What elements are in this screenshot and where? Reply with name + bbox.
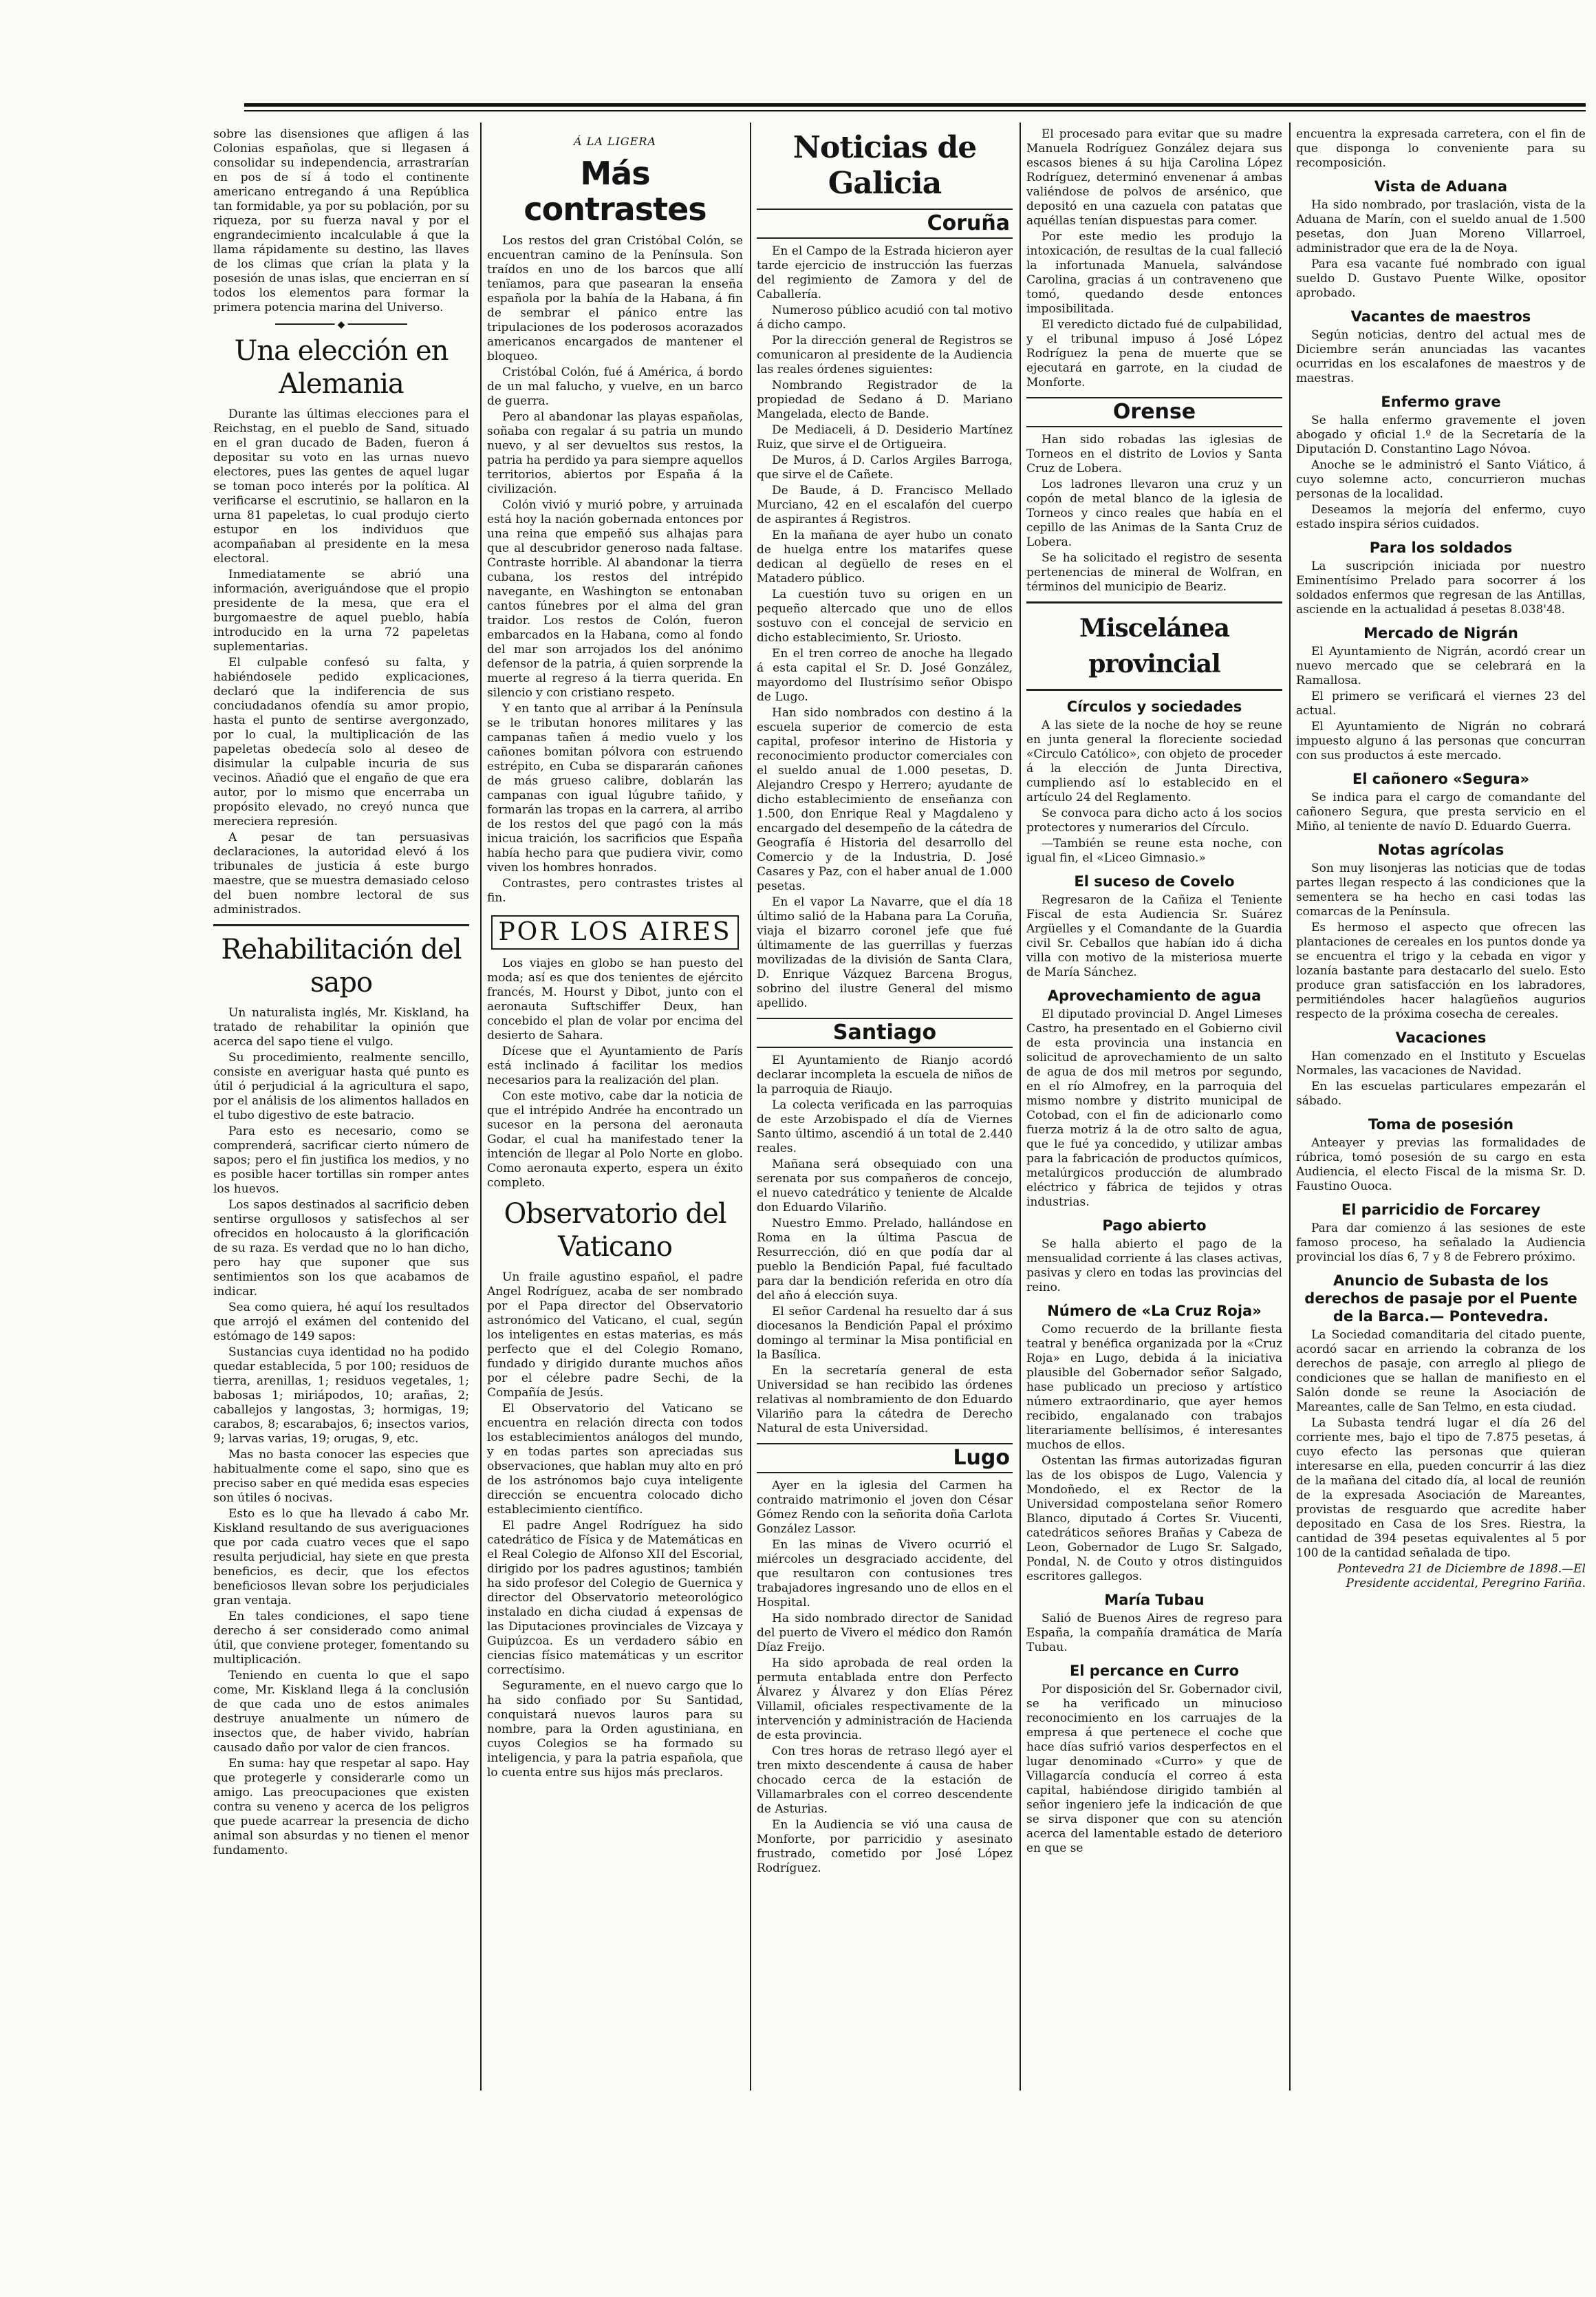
subheading: Círculos y sociedades bbox=[1066, 698, 1242, 715]
headline-por-los-aires: POR LOS AIRES bbox=[491, 915, 739, 950]
article-text: La Subasta tendrá lugar el día 26 del corriente mes, bajo el tipo de 7.875 pesetas, á cuyo efecto las personas que quieran interesarse en ella, pueden concurrir á las diez de la mañana del citado día, al local de reunión de la expresada Asociación de Mareantes, provistas de resguardo que acredite haber depositado en Casa de los Sres. Riestra, la cantidad de 394 pesetas equivalentes al 5 por 100 de la cantidad señalada de tipo. bbox=[1296, 1416, 1586, 1560]
article-text: Para esto es necesario, como se comprenderá, sacrificar cierto número de sapos; pero el fin justifica los medios, y no es posible hacer tortillas sin romper antes los huevos. bbox=[213, 1124, 469, 1196]
article-text: En el tren correo de anoche ha llegado á esta capital el Sr. D. José González, mayordomo del Ilustrísimo señor Obispo de Lugo. bbox=[757, 647, 1013, 704]
article-text: Cristóbal Colón, fué á América, á bordo de un mal falucho, y vuelve, en un barco de guerra. bbox=[487, 365, 743, 408]
article-text: La cuestión tuvo su origen en un pequeño altercado que uno de ellos sostuvo con el concejal de servicio en dicho establecimiento, Sr. Uriosto. bbox=[757, 588, 1013, 645]
subheading: El suceso de Covelo bbox=[1074, 873, 1235, 890]
headline-mas-contrastes: Más contrastes bbox=[524, 155, 707, 228]
article-text: En la secretaría general de esta Universidad se han recibido las órdenes relativas al nombramiento de don Eduardo Vilariño para la cátedra de Derecho Natural de esta Universidad. bbox=[757, 1364, 1013, 1435]
subheading: El cañonero «Segura» bbox=[1352, 771, 1530, 787]
article-text: Sea como quiera, hé aquí los resultados que arrojó el exámen del contenido del estómago de 149 sapos: bbox=[213, 1301, 469, 1343]
article-text: Esto es lo que ha llevado á cabo Mr. Kiskland resultando de sus averiguaciones que por cada cuatro veces que el sapo resulta perjudicial, hay siete en que presta beneficios, es decir, que los efectos beneficiosos llevan sobre los perjudiciales gran ventaja. bbox=[213, 1507, 469, 1607]
article-text: Anteayer y previas las formalidades de rúbrica, tomó posesión de su cargo en esta Audiencia, el electo Fiscal de la misma Sr. D. Faustino Ouoca. bbox=[1296, 1136, 1586, 1193]
article-text: Pero al abandonar las playas españolas, soñaba con regalar á su patria un mundo nuevo, y al ser devueltos sus restos, la patria ha perdido ya para siempre aquellos territorios, abiertos por España á la civilización. bbox=[487, 410, 743, 496]
subheading: Pago abierto bbox=[1102, 1217, 1207, 1234]
article-text: Han comenzado en el Instituto y Escuelas Normales, las vacaciones de Navidad. bbox=[1296, 1049, 1586, 1078]
article-text: En las escuelas particulares empezarán el sábado. bbox=[1296, 1080, 1586, 1108]
article-text: Como recuerdo de la brillante fiesta teatral y benéfica organizada por la «Cruz Roja» en Lugo, debida á la iniciativa plausible del Gobernador señor Salgado, hase publicado un precioso y artístico número extraordinario, que ayer hemos recibido, engalanado con trabajos literariamente bellísimos, é interesantes muchos de ellos. bbox=[1026, 1323, 1282, 1452]
article-text: Ha sido nombrado director de Sanidad del puerto de Vivero el médico don Ramón Díaz Freijo. bbox=[757, 1612, 1013, 1654]
article-text: Ostentan las firmas autorizadas figuran las de los obispos de Lugo, Valencia y Mondoñedo, el ex Rector de la Universidad compostelana señor Romero Blanco, diputado á Cortes Sr. Viucenti, catedráticos señores Brañas y Cabeza de Leon, Gobernador de Lugo Sr. Salgado, Pondal, N. de Couto y otros distinguidos escritores gallegos. bbox=[1026, 1454, 1282, 1583]
headline-observatorio-vaticano: Observatorio del Vaticano bbox=[504, 1198, 726, 1263]
article-text: Sustancias cuya identidad no ha podido quedar establecida, 5 por 100; residuos de tierra, arenillas, 1; residuos vegetales, 1; babosas 1; miriápodos, 10; arañas, 2; caballejos y langostas, 3; hormigas, 19; carabos, 8; escarabajos, 6; insectos varios, 9; larvas varias, 19; orugas, 9, etc. bbox=[213, 1345, 469, 1446]
article-text: Se ha solicitado el registro de sesenta pertenencias de mineral de Wolfran, en términos del municipio de Beariz. bbox=[1026, 551, 1282, 594]
article-text: Anoche se le administró el Santo Viático, á cuyo solemne acto, concurrieron muchas personas de la localidad. bbox=[1296, 458, 1586, 501]
article-text: Teniendo en cuenta lo que el sapo come, Mr. Kiskland llega á la conclusión de que cada uno de estos animales destruye anualmente un número de insectos que, de haber vivido, habrían causado daño por valor de cien francos. bbox=[213, 1669, 469, 1755]
article-text: Con este motivo, cabe dar la noticia de que el intrépido Andrée ha encontrado un sucesor en la persona del aeronauta Godar, el cual ha manifestado tener la intención de llegar al Polo Norte en globo. Como aeronauta experto, espera un éxito completo. bbox=[487, 1089, 743, 1190]
article-text: Los sapos destinados al sacrificio deben sentirse orgullosos y satisfechos al ser ofrecidos en holocausto á la glorificación de su raza. Es verdad que no lo han dicho, pero hay que suponer que sus sentimientos son los que acabamos de indicar. bbox=[213, 1198, 469, 1299]
article-text: Es hermoso el aspecto que ofrecen las plantaciones de cereales en los puntos donde ya se encuentra el trigo y la cebada en vigor y lozanía bastante para destacarlo del suelo. Esto produce gran satisfacción en los labradores, permitiéndoles hacer halagüeños augurios respecto de la próxima cosecha de cereales. bbox=[1296, 921, 1586, 1021]
column-3 bbox=[757, 127, 1013, 2095]
newspaper-page bbox=[213, 127, 1586, 2095]
article-text: Numeroso público acudió con tal motivo á dicho campo. bbox=[757, 303, 1013, 332]
subheading: Notas agrícolas bbox=[1377, 842, 1505, 858]
divider bbox=[1026, 689, 1282, 691]
article-text: En el Campo de la Estrada hicieron ayer tarde ejercicio de instrucción las fuerzas del regimiento de Zamora y del de Caballería. bbox=[757, 244, 1013, 301]
article-text: Con tres horas de retraso llegó ayer el tren mixto descendente á causa de haber chocado cerca de la estación de Villamarbrales con el correo descendente de Asturias. bbox=[757, 1744, 1013, 1816]
article-text: —También se reune esta noche, con igual fin, el «Liceo Gimnasio.» bbox=[1026, 837, 1282, 865]
article-text: encuentra la expresada carretera, con el fin de que disponga lo conveniente para su recomposición. bbox=[1296, 127, 1586, 170]
section-kicker: Á LA LIGERA bbox=[574, 135, 656, 148]
subheading: El parricidio de Forcarey bbox=[1341, 1201, 1541, 1218]
article-text: Se halla abierto el pago de la mensualidad corriente á las clases activas, pasivas y clero en todas las provincias del reino. bbox=[1026, 1237, 1282, 1294]
article-text: El veredicto dictado fué de culpabilidad, y el tribunal impuso á José López Rodríguez la pena de muerte que se ejecutará en garrote, en la ciudad de Monforte. bbox=[1026, 318, 1282, 389]
subheading: Enfermo grave bbox=[1381, 394, 1501, 410]
separator-ornament bbox=[213, 321, 469, 328]
article-text: El diputado provincial D. Angel Limeses Castro, ha presentado en el Gobierno civil de esta provincia una instancia en solicitud de aprovechamiento de un salto de agua de dos mil metros por segundo, en el río Almofrey, en la parroquia del mismo nombre y distrito municipal de Cotobad, con el fin de adicionarlo como fuerza motriz á la de otro salto de agua, que le fué ya concedido, y utilizar ambas para la fabricación de productos químicos, metalúrgicos producción de alumbrado eléctrico y fábrica de tejidos y otras industrias. bbox=[1026, 1007, 1282, 1209]
article-text: El Ayuntamiento de Nigrán no cobrará impuesto alguno á las personas que concurran con sus productos á este mercado. bbox=[1296, 720, 1586, 762]
article-text: En suma: hay que respetar al sapo. Hay que protegerle y considerarle como un amigo. Las preocupaciones que existen contra su veneno y acerca de los peligros que puede acarrear la presencia de dicho animal son absurdas y no tienen el menor fundamento. bbox=[213, 1757, 469, 1857]
article-text: Ayer en la iglesia del Carmen ha contraido matrimonio el joven don César Gómez Rendo con la señorita doña Carlota González Lassor. bbox=[757, 1479, 1013, 1536]
article-text: El padre Angel Rodríguez ha sido catedrático de Física y de Matemáticas en el Real Colegio de Alfonso XII del Escorial, dirigido por los padres agustinos; también ha sido profesor del Colegio de Guernica y director del Observatorio meteorológico instalado en dicha ciudad á expensas de las Diputaciones provinciales de Vizcaya y Guipúzcoa. Es un verdadero sábio en ciencias físico matemáticas y un escritor correctísimo. bbox=[487, 1519, 743, 1677]
city-heading-coruna: Coruña bbox=[757, 209, 1013, 239]
article-text: De Baude, á D. Francisco Mellado Murciano, 42 en el escalafón del cuerpo de aspirantes á Registros. bbox=[757, 484, 1013, 526]
article-text: Han sido robadas las iglesias de Torneos en el distrito de Lovios y Santa Cruz de Lobera. bbox=[1026, 433, 1282, 476]
article-text: La colecta verificada en las parroquias de este Arzobispado el día de Viernes Santo último, ascendió á un total de 2.440 reales. bbox=[757, 1098, 1013, 1155]
article-text: Los restos del gran Cristóbal Colón, se encuentran camino de la Península. Son traídos en uno de los barcos que allí tenïamos, para que pasearan la enseña española por la bahía de la Habana, á fin de sembrar el pánico entre las tripulaciones de los poderosos acorazados americanos encargados de mantener el bloqueo. bbox=[487, 234, 743, 363]
column-2 bbox=[487, 127, 743, 2095]
article-text: El primero se verificará el viernes 23 del actual. bbox=[1296, 690, 1586, 718]
city-heading-santiago: Santiago bbox=[757, 1018, 1013, 1048]
subheading: Número de «La Cruz Roja» bbox=[1047, 1303, 1262, 1319]
article-text: Inmediatamente se abrió una información, averiguándose que el propio presidente de la mesa, que era el burgomaestre de aquel pueblo, había introducido en la urna 72 papeletas suplementarias. bbox=[213, 568, 469, 654]
article-text: En el vapor La Navarre, que el día 18 último salió de la Habana para La Coruña, viaja el bizarro coronel jefe que fué últimamente de las guerrillas y fuerzas movilizadas de la división de Santa Clara, D. Enrique Vázquez Barcena Brogus, sobrino del ilustre General del mismo apellido. bbox=[757, 895, 1013, 1010]
article-text: El Observatorio del Vaticano se encuentra en relación directa con todos los establecimientos análogos del mundo, y en todas partes son apreciadas sus observaciones, que hablan muy alto en pró de los astrónomos bajo cuya inteligente dirección se encuentra colocado dicho establecimiento científico. bbox=[487, 1402, 743, 1517]
article-text: El señor Cardenal ha resuelto dar á sus diocesanos la Bendición Papal el próximo domingo al terminar la Misa pontificial en la Basílica. bbox=[757, 1305, 1013, 1362]
article-text: Se convoca para dicho acto á los socios protectores y numerarios del Círculo. bbox=[1026, 806, 1282, 835]
article-text: Ha sido nombrado, por traslación, vista de la Aduana de Marín, con el sueldo anual de 1.500 pesetas, don Juan Moreno Villarroel, administrador que era de la de Noya. bbox=[1296, 198, 1586, 255]
headline-rehabilitacion-sapo: Rehabilitación del sapo bbox=[221, 934, 462, 998]
masthead-rule-thin bbox=[244, 110, 1586, 111]
article-text: Seguramente, en el nuevo cargo que lo ha sido confiado por Su Santidad, conquistará nuevos lauros para su nombre, para la Orden agustiniana, en cuyos Colegios se ha formado su inteligencia, y para la patria española, que lo cuenta entre sus hijos más preclaros. bbox=[487, 1679, 743, 1780]
article-text: En tales condiciones, el sapo tiene derecho á ser considerado como animal útil, que conviene proteger, fomentando su multiplicación. bbox=[213, 1610, 469, 1667]
headline-eleccion-alemania: Una elección en Alemania bbox=[234, 335, 449, 400]
article-text: Se indica para el cargo de comandante del cañonero Segura, que presta servicio en el Miño, al teniente de navío D. Eduardo Guerra. bbox=[1296, 791, 1586, 833]
article-text: Durante las últimas elecciones para el Reichstag, en el pueblo de Sand, situado en el gran ducado de Baden, fueron á depositar su voto en las urnas nuevo electores, pues las gentes de aquel lugar se toman poco interés por la política. Al verificarse el escrutinio, se hallaron en la urna 81 papeletas, lo cual produjo cierto estupor en los individuos que acompañaban al presidente en la mesa electoral. bbox=[213, 407, 469, 566]
article-text: Un fraile agustino español, el padre Angel Rodríguez, acaba de ser nombrado por el Papa director del Observatorio astronómico del Vaticano, el cual, según los inteligentes en estas materias, es más perfecto que el del Colegio Romano, fundado y dirigido durante muchos años por el célebre padre Sechi, de la Compañía de Jesús. bbox=[487, 1270, 743, 1400]
subheading: Vista de Aduana bbox=[1374, 178, 1508, 195]
subheading: Vacantes de maestros bbox=[1350, 308, 1531, 325]
article-text: Deseamos la mejoría del enfermo, cuyo estado inspira sérios cuidados. bbox=[1296, 503, 1586, 531]
article-text: Nuestro Emmo. Prelado, hallándose en Roma en la última Pascua de Resurrección, dió en que podía dar al pueblo la Bendición Papal, fué facultado para dar la bendición referida en otro día del año á elección suya. bbox=[757, 1217, 1013, 1303]
article-text: En la Audiencia se vió una causa de Monforte, por parricidio y asesinato frustrado, cometido por José López Rodríguez. bbox=[757, 1818, 1013, 1875]
article-text: La suscripción iniciada por nuestro Eminentísimo Prelado para socorrer á los soldados enfermos que regresan de las Antillas, asciende en la actualidad á pesetas 8.038'48. bbox=[1296, 559, 1586, 617]
article-text: Y en tanto que al arribar á la Península se le tributan honores militares y las campanas tañen á medio vuelo y los cañones bomitan pólvora con estruendo estrépito, en Cuba se dispararán cañones de más grueso calibre, doblarán las campanas con igual lúgubre tañido, y formarán las tropas en la carrera, al arribo de los restos del que pagó con la más inicua traición, los sacrificios que España había hecho para que pudiera vivir, como viven los hombres honrados. bbox=[487, 702, 743, 875]
article-text: El Ayuntamiento de Rianjo acordó declarar incompleta la escuela de niños de la parroquia de Riaujo. bbox=[757, 1054, 1013, 1096]
article-text: Regresaron de la Cañiza el Teniente Fiscal de esta Audiencia Sr. Suárez Argüelles y el Comandante de la Guardia civil Sr. Ceballos que habían ido á dicha villa con motivo de la misteriosa muerte de María Sánchez. bbox=[1026, 893, 1282, 979]
subheading: Mercado de Nigrán bbox=[1363, 625, 1518, 641]
article-text: A las siete de la noche de hoy se reune en junta general la floreciente sociedad «Circulo Católico», con objeto de proceder á la elección de Junta Directiva, cumpliendo así lo establecido en el artículo 24 del Reglamento. bbox=[1026, 718, 1282, 804]
column-1 bbox=[213, 127, 469, 2095]
article-text: Contrastes, pero contrastes tristes al fin. bbox=[487, 877, 743, 905]
article-text: En la mañana de ayer hubo un conato de huelga entre los matarifes quese dedican al degüello de reses en el Matadero público. bbox=[757, 528, 1013, 586]
article-text: Los viajes en globo se han puesto del moda; así es que dos tenientes de ejército francés, M. Hourst y Dibot, junto con el aeronauta Suftschiffer Deux, han concebido el plan de volar por encima del desierto de Sahara. bbox=[487, 957, 743, 1043]
subheading: Toma de posesión bbox=[1368, 1116, 1514, 1133]
article-text: Su procedimiento, realmente sencillo, consiste en averiguar hasta qué punto es útil ó perjudicial á la agricultura el sapo, por el análisis de los alimentos hallados en el tubo digestivo de este batracio. bbox=[213, 1051, 469, 1122]
article-text: Mas no basta conocer las especies que habitualmente come el sapo, sino que es preciso saber en qué medida esas especies son útiles ó nocivas. bbox=[213, 1448, 469, 1505]
article-text: Nombrando Registrador de la propiedad de Sedano á D. Mariano Mangelada, electo de Bande. bbox=[757, 378, 1013, 421]
divider bbox=[1026, 601, 1282, 603]
subheading: Vacaciones bbox=[1395, 1029, 1487, 1046]
subheading-subasta: Anuncio de Subasta de los derechos de pasaje por el Puente de la Barca.— Pontevedra. bbox=[1304, 1272, 1577, 1325]
article-text: El culpable confesó su falta, y habiéndosele pedido explicaciones, declaró que la indiferencia de sus conciudadanos ofendía su amor propio, hasta el punto de sentirse avergonzado, por lo cual, la multiplicación de las papeletas obedecía solo al deseo de disimular la culpable incuria de sus vecinos. Añadió que el engaño de que era autor, por lo mismo que encerraba un propósito elevado, no creyó nunca que mereciera represión. bbox=[213, 656, 469, 829]
article-text: De Mediaceli, á D. Desiderio Martínez Ruiz, que sirve el de Ortigueira. bbox=[757, 423, 1013, 451]
column-5 bbox=[1296, 127, 1586, 2095]
article-text: Han sido nombrados con destino á la escuela superior de comercio de esta capital, profesor interino de Historia y reconocimiento productor comerciales con el sueldo anual de 1.000 pesetas, D. Alejandro Crespo y Herrero; ayudante de dicho establecimiento de enseñanza con 1.500, don Enrique Real y Magdaleno y encargado del desempeño de la cátedra de Geografía é Historia del desarrollo del Comercio y de la Industria, D. José Casares y Paz, con el haber anual de 1.000 pesetas. bbox=[757, 706, 1013, 893]
article-text: Por este medio les produjo la intoxicación, de resultas de la cual falleció la infortunada Manuela, salvándose Carolina, gracias á un contraveneno que tomó, quedando desde entonces imposibilitada. bbox=[1026, 230, 1282, 316]
article-text: Colón vivió y murió pobre, y arruinada está hoy la nación gobernada entonces por una reina que empeñó sus alhajas para que al descubridor generoso nada faltase. Contraste horrible. Al abandonar la tierra cubana, los restos del intrépido navegante, en Washington se entonaban cantos fúnebres por el alma del gran traidor. Los restos de Colón, fueron embarcados en la Habana, como al fondo del mar son arrojados los del anónimo defensor de la patria, á quien sorprende la muerte al regreso á la tierra querida. En silencio y con cristiano respeto. bbox=[487, 498, 743, 700]
article-text: A pesar de tan persuasivas declaraciones, la autoridad elevó á los tribunales de justicia á este burgo maestre, que se muestra demasiado celoso del buen nombre lectoral de sus administrados. bbox=[213, 831, 469, 917]
divider bbox=[213, 924, 469, 926]
article-text: Dícese que el Ayuntamiento de París está inclinado á facilitar los medios necesarios para la realización del plan. bbox=[487, 1045, 743, 1087]
article-text: Por disposición del Sr. Gobernador civil, se ha verificado un minucioso reconocimiento en los carruajes de la empresa á que pertenece el coche que hace días sufrió varios desperfectos en el lugar denominado «Curro» y que de Villagarcía conducía el correo á esta capital, habiéndose dirigido también al señor ingeniero jefe la indicación de que se sirva disponer que con su atención acerca del lamentable estado de deterioro en que se bbox=[1026, 1682, 1282, 1855]
article-signature: Pontevedra 21 de Diciembre de 1898.—El Presidente accidental, Peregrino Fariña. bbox=[1337, 1562, 1586, 1590]
headline-miscelanea-provincial: Miscelánea provincial bbox=[1079, 614, 1230, 679]
article-text: Mañana será obsequiado con una serenata por sus compañeros de concejo, el nuevo catedrático y teniente de Alcalde don Eduardo Vilariño. bbox=[757, 1157, 1013, 1215]
subheading: El percance en Curro bbox=[1069, 1663, 1240, 1679]
city-heading-orense: Orense bbox=[1026, 397, 1282, 427]
article-text: Un naturalista inglés, Mr. Kiskland, ha tratado de rehabilitar la opinión que acerca del sapo tiene el vulgo. bbox=[213, 1006, 469, 1049]
article-text: De Muros, á D. Carlos Argiles Barroga, que sirve el de Cañete. bbox=[757, 453, 1013, 482]
article-text: Para dar comienzo á las sesiones de este famoso proceso, ha señalado la Audiencia provincial los días 6, 7 y 8 de Febrero próximo. bbox=[1296, 1221, 1586, 1264]
city-heading-lugo: Lugo bbox=[757, 1443, 1013, 1473]
article-text: Según noticias, dentro del actual mes de Diciembre serán anunciadas las vacantes ocurridas en los escalafones de maestros y de maestras. bbox=[1296, 328, 1586, 385]
article-text: El procesado para evitar que su madre Manuela Rodríguez González dejara sus escasos bienes á su hija Carolina López Rodríguez, determinó envenenar á ambas valiéndose de polvos de arsénico, que depositó en una cazuela con patatas que aquéllas tenían dispuestas para comer. bbox=[1026, 127, 1282, 228]
headline-noticias-galicia: Noticias de Galicia bbox=[792, 130, 977, 201]
article-text: Por la dirección general de Registros se comunicaron al presidente de la Audiencia las reales órdenes siguientes: bbox=[757, 334, 1013, 376]
subheading: Para los soldados bbox=[1369, 539, 1513, 556]
article-text: Salió de Buenos Aires de regreso para España, la compañía dramática de María Tubau. bbox=[1026, 1612, 1282, 1654]
masthead-rule-thick bbox=[244, 103, 1586, 107]
column-4 bbox=[1026, 127, 1282, 2095]
article-text: La Sociedad comanditaria del citado puente, acordó sacar en arriendo la cobranza de los derechos de pasaje, con arreglo al pliego de condiciones que se hallan de manifiesto en el Salón donde se reune la Asociación de Mareantes, calle de San Telmo, en esta ciudad. bbox=[1296, 1328, 1586, 1414]
subheading: Aprovechamiento de agua bbox=[1047, 987, 1262, 1004]
article-text: sobre las disensiones que afligen á las Colonias españolas, que si llegasen á consolidar su independencia, arrastrarían en pos de sí á todo el continente americano entregando á una República tan formidable, ya por su población, por su riqueza, por su fuerza naval y por el engrandecimiento incalculable á que la llama rápidamente su destino, las llaves de los climas que crían la plata y la posesión de unas islas, que encierran en sí todos los elementos para formar la primera potencia marina del Universo. bbox=[213, 127, 469, 314]
article-text: El Ayuntamiento de Nigrán, acordó crear un nuevo mercado que se celebrará en la Ramallosa. bbox=[1296, 645, 1586, 687]
subheading: María Tubau bbox=[1104, 1592, 1205, 1608]
article-text: Para esa vacante fué nombrado con igual sueldo D. Gustavo Puente Wilke, opositor aprobado. bbox=[1296, 257, 1586, 300]
article-text: En las minas de Vivero ocurrió el miércoles un desgraciado accidente, del que resultaron con contusiones tres trabajadores ingresando uno de ellos en el Hospital. bbox=[757, 1538, 1013, 1610]
article-text: Ha sido aprobada de real orden la permuta entablada entre don Perfecto Álvarez y Álvarez y don Elías Pérez Villamil, oficiales respectivamente de la intervención y administración de Hacienda de esta provincia. bbox=[757, 1656, 1013, 1742]
article-text: Los ladrones llevaron una cruz y un copón de metal blanco de la iglesia de Torneos y cinco reales que había en el cepillo de las Animas de la Santa Cruz de Lobera. bbox=[1026, 478, 1282, 549]
article-text: Son muy lisonjeras las noticias que de todas partes llegan respecto á las condiciones que la sementera se ha hecho en casi todas las comarcas de la Península. bbox=[1296, 862, 1586, 919]
article-text: Se halla enfermo gravemente el joven abogado y oficial 1.º de la Secretaría de la Diputación D. Constantino Lago Nóvoa. bbox=[1296, 414, 1586, 456]
